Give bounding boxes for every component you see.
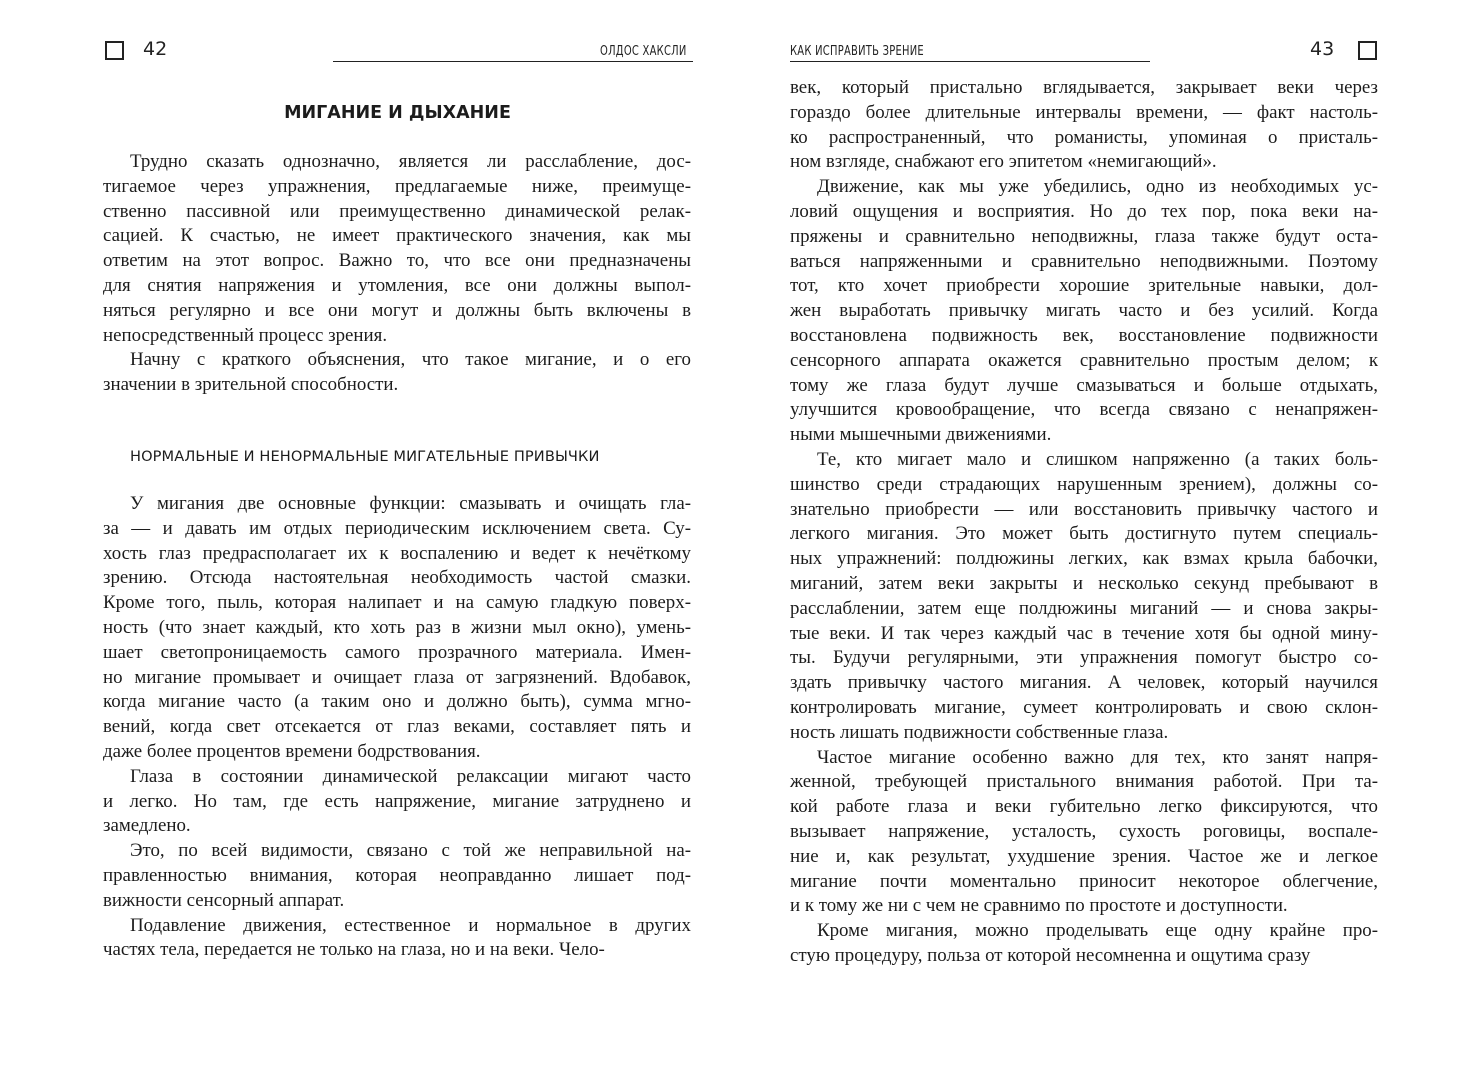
text-line: зрению. Отсюда настоятельная необходимость частой смазки.: [103, 567, 691, 589]
text-line: шает светопроницаемость самого прозрачного материала. Имен-: [103, 641, 691, 663]
text-line: ты. Будучи регулярными, эти упражнения помогут быстро со-: [790, 647, 1378, 669]
text-line: сацией. К счастью, не имеет практического значения, как мы: [103, 225, 691, 247]
section-subheading: НОРМАЛЬНЫЕ И НЕНОРМАЛЬНЫЕ МИГАТЕЛЬНЫЕ ПРИВЫЧКИ: [130, 448, 600, 465]
text-line: сенсорного аппарата окажется сравнительно простым делом; к: [790, 349, 1378, 371]
text-line: ко распространенный, что романисты, упоминая о присталь-: [790, 126, 1378, 148]
text-line: ность лишать подвижности собственные глаза.: [790, 721, 1169, 743]
text-line: непосредственный процесс зрения.: [103, 324, 388, 346]
text-line: Это, по всей видимости, связано с той же неправильной на-: [130, 840, 691, 862]
running-head-author: ОЛДОС ХАКСЛИ: [600, 44, 687, 59]
text-line: миганий, затем веки закрыты и несколько секунд пребывают в: [790, 572, 1378, 594]
text-line: когда мигание часто (а таким оно и должно быть), сумма мгно-: [103, 691, 691, 713]
header-rule: [790, 61, 1150, 62]
text-line: здать привычку частого мигания. А человек, который научился: [790, 672, 1378, 694]
text-line: ние и, как результат, ухудшение зрения. Частое же и легкое: [790, 845, 1378, 867]
text-line: Начну с краткого объяснения, что такое мигание, и о его: [130, 349, 691, 371]
text-line: значении в зрительной способности.: [103, 374, 399, 396]
text-line: контролировать мигание, сумеет контролировать и свою склон-: [790, 696, 1378, 718]
text-line: хость глаз предрасполагает их к воспалению и ведет к нечёткому: [103, 542, 691, 564]
text-line: ловий ощущения и восприятия. Но до тех пор, пока веки на-: [790, 200, 1378, 222]
text-line: тые веки. И так через каждый час в течение хотя бы одной мину-: [790, 622, 1378, 644]
text-line: легкого мигания. Это может быть достигнуто путем специаль-: [790, 523, 1378, 545]
text-line: правленностью внимания, которая неоправданно лишает под-: [103, 864, 691, 886]
text-line: ными мышечными движениями.: [790, 424, 1052, 446]
text-line: век, который пристально вглядывается, закрывает веки через: [790, 77, 1378, 98]
text-line: Кроме того, пыль, которая налипает и на самую гладкую поверх-: [103, 592, 691, 614]
text-line: ность (что знает каждый, кто хоть раз в жизни мыл окно), умень-: [103, 616, 691, 638]
text-line: вений, когда свет отсекается от глаз веками, составляет пять и: [103, 716, 691, 738]
text-line: вижности сенсорный аппарат.: [103, 889, 345, 911]
text-line: ваться напряженными и сравнительно неподвижными. Поэтому: [790, 250, 1378, 272]
text-line: и легко. Но там, где есть напряжение, мигание затруднено и: [103, 790, 691, 812]
text-line: Движение, как мы уже убедились, одно из необходимых ус-: [817, 176, 1378, 198]
text-line: Трудно сказать однозначно, является ли расслабление, дос-: [130, 151, 691, 172]
text-line: ственно пассивной или преимущественно динамической релак-: [103, 200, 691, 222]
text-line: женной, требующей пристального внимания работой. При та-: [790, 771, 1378, 793]
text-line: Кроме мигания, можно проделывать еще одну крайне про-: [817, 920, 1378, 942]
running-head-title: КАК ИСПРАВИТЬ ЗРЕНИЕ: [790, 44, 924, 59]
text-line: улучшится кровообращение, что всегда связано с ненапряжен-: [790, 399, 1378, 421]
text-line: гораздо более длительные интервалы времени, — факт настоль-: [790, 101, 1378, 123]
text-line: жен выработать привычку мигать часто и без усилий. Когда: [790, 300, 1378, 322]
text-line: но мигание промывает и очищает глаза от загрязнений. Вдобавок,: [103, 666, 691, 688]
text-line: восстановлена подвижность век, восстановление подвижности: [790, 324, 1378, 346]
body-text-block: [790, 76, 1378, 969]
text-line: стую процедуру, польза от которой несомненна и ощутима сразу: [790, 944, 1311, 966]
text-line: знательно приобрести — или восстановить привычку частого и: [790, 498, 1378, 520]
corner-square-icon: [105, 41, 124, 60]
text-line: У мигания две основные функции: смазывать и очищать гла-: [130, 493, 691, 514]
page-number: 43: [1310, 38, 1335, 60]
page-number: 42: [143, 38, 168, 60]
text-line: Частое мигание особенно важно для тех, кто занят напря-: [817, 746, 1378, 768]
text-line: пряжены и сравнительно неподвижны, глаза также будут оста-: [790, 225, 1378, 247]
text-line: для снятия напряжения и утомления, все они должны выпол-: [103, 274, 691, 296]
text-line: ных упражнений: полдюжины легких, как взмах крыла бабочки,: [790, 548, 1378, 570]
text-line: тигаемое через упражнения, предлагаемые ниже, преимуще-: [103, 175, 691, 197]
text-line: расслаблении, затем еще полдюжины миганий — и снова закры-: [790, 597, 1378, 619]
text-line: замедлено.: [103, 815, 191, 837]
right-page: [732, 0, 1464, 1080]
header-rule: [333, 61, 693, 62]
text-line: даже более процентов времени бодрствования.: [103, 740, 481, 762]
text-line: вызывает напряжение, усталость, сухость роговицы, воспале-: [790, 820, 1378, 842]
text-line: тот, кто хочет приобрести хорошие зрительные навыки, дол-: [790, 275, 1378, 297]
text-line: Глаза в состоянии динамической релаксации мигают часто: [130, 765, 691, 787]
text-line: частях тела, передается не только на глаза, но и на веки. Чело-: [103, 939, 605, 961]
text-line: и к тому же ни с чем не сравнимо по простоте и доступности.: [790, 895, 1288, 917]
body-text-block: [103, 492, 691, 963]
text-line: мигание почти моментально приносит некоторое облегчение,: [790, 870, 1378, 892]
body-text-block: [103, 150, 691, 398]
corner-square-icon: [1358, 41, 1377, 60]
chapter-title: МИГАНИЕ И ДЫХАНИЕ: [284, 103, 511, 123]
text-line: Те, кто мигает мало и слишком напряженно (а таких боль-: [817, 448, 1378, 470]
text-line: тому же глаза будут лучше смазываться и больше отдыхать,: [790, 374, 1378, 396]
text-line: Подавление движения, естественное и нормальное в других: [130, 914, 691, 936]
text-line: кой работе глаза и веки губительно легко фиксируются, что: [790, 796, 1378, 818]
text-line: няться регулярно и все они могут и должны быть включены в: [103, 299, 691, 321]
text-line: ответим на этот вопрос. Важно то, что все они предназначены: [103, 250, 691, 272]
text-line: за — и давать им отдых периодическим исключением света. Су-: [103, 517, 691, 539]
text-line: шинство среди страдающих нарушенным зрением), должны со-: [790, 473, 1378, 495]
text-line: ном взгляде, снабжают его эпитетом «немигающий».: [790, 151, 1217, 173]
